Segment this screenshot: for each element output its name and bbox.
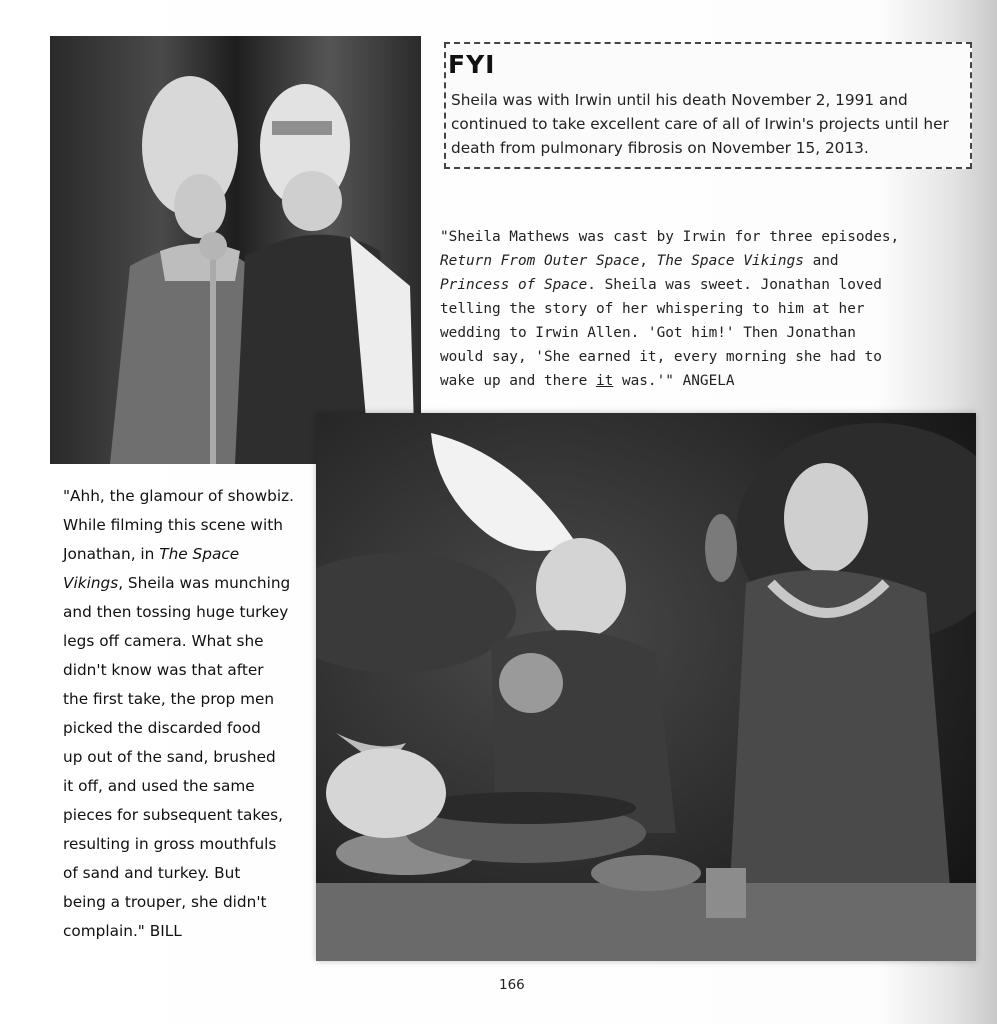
fyi-title: FYI xyxy=(448,50,496,79)
quote-bill-line: of sand and turkey. But xyxy=(63,864,241,882)
quote-angela xyxy=(440,225,985,393)
quote-bill-line: picked the discarded food xyxy=(63,719,261,737)
quote-bill-line: Vikings, Sheila was munching xyxy=(63,574,291,592)
page-number: 166 xyxy=(499,977,525,993)
fyi-text: Sheila was with Irwin until his death November 2, 1991 and continued to take excellent care of all of Irwin's projects until her death from pulmonary fibrosis on November 15, 2013. xyxy=(451,91,949,157)
episode-title: The Space xyxy=(159,545,240,563)
quote-bill-line: the first take, the prop men xyxy=(63,690,275,708)
episode-title: The Space Vikings xyxy=(656,253,804,269)
quote-bill-line: Jonathan, in The Space xyxy=(63,545,240,563)
quote-angela-line: Princess of Space. Sheila was sweet. Jonathan loved xyxy=(440,277,882,293)
quote-bill-line: "Ahh, the glamour of showbiz. xyxy=(63,487,295,505)
quote-bill-line: up out of the sand, brushed xyxy=(63,748,276,766)
quote-bill-line: complain." BILL xyxy=(63,922,182,940)
episode-title: Return From Outer Space xyxy=(440,253,640,269)
quote-angela-line: "Sheila Mathews was cast by Irwin for three episodes, xyxy=(440,229,900,245)
photo-two-queens-image xyxy=(50,36,421,464)
quote-angela-line: wedding to Irwin Allen. 'Got him!' Then Jonathan xyxy=(440,325,856,341)
quote-angela-line: telling the story of her whispering to him at her xyxy=(440,301,865,317)
quote-bill-line: While filming this scene with xyxy=(63,516,283,534)
quote-angela-line: Return From Outer Space, The Space Vikings and xyxy=(440,253,839,269)
episode-title: Princess of Space xyxy=(440,277,588,293)
quote-bill xyxy=(63,482,313,946)
photo-two-queens xyxy=(50,36,421,464)
photo-space-vikings-scene xyxy=(316,413,976,961)
episode-title: Vikings xyxy=(63,574,119,592)
quote-bill-line: didn't know was that after xyxy=(63,661,264,679)
photo-space-vikings-image xyxy=(316,413,976,961)
quote-bill-line: being a trouper, she didn't xyxy=(63,893,267,911)
quote-bill-line: legs off camera. What she xyxy=(63,632,264,650)
quote-bill-line: resulting in gross mouthfuls xyxy=(63,835,277,853)
quote-bill-line: and then tossing huge turkey xyxy=(63,603,289,621)
quote-angela-line: wake up and there it was.'" ANGELA xyxy=(440,373,735,389)
quote-angela-line: would say, 'She earned it, every morning she had to xyxy=(440,349,882,365)
quote-bill-line: it off, and used the same xyxy=(63,777,255,795)
quote-bill-line: pieces for subsequent takes, xyxy=(63,806,283,824)
